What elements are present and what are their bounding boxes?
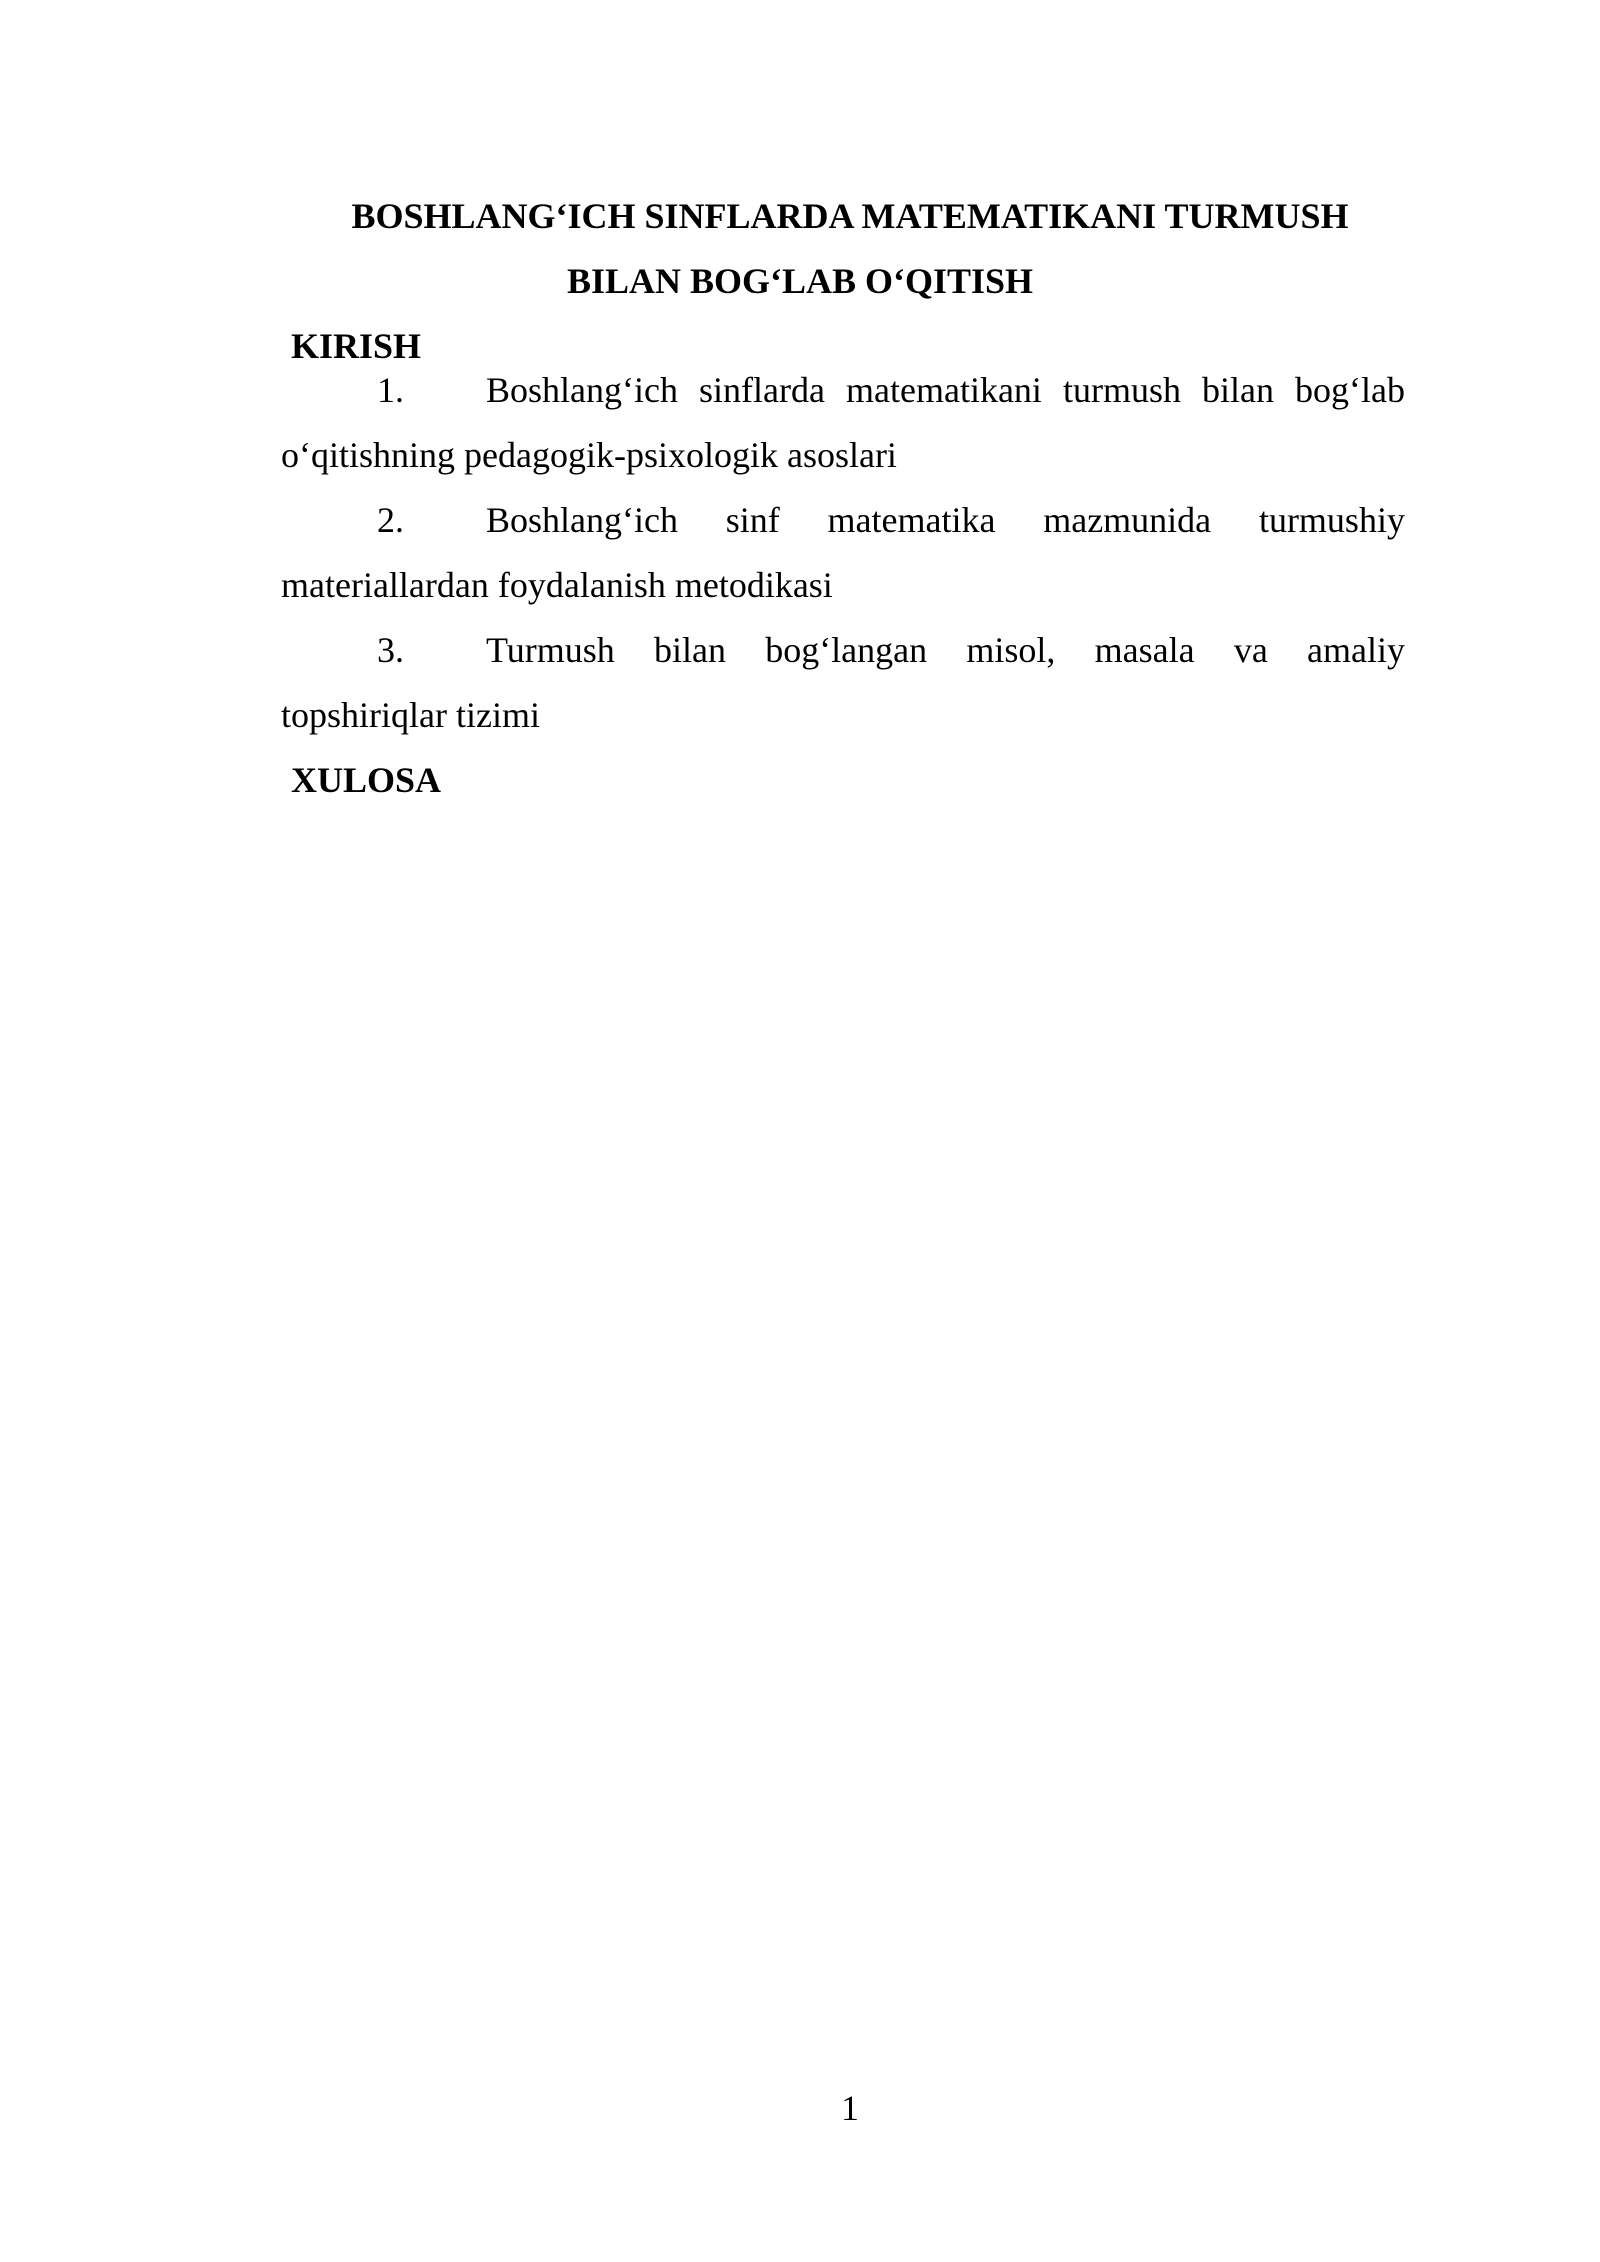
item-word: bog‘lab (1295, 370, 1405, 410)
item-first-line-words (486, 628, 1405, 672)
page-number: 1 (841, 2088, 859, 2128)
item-word: va (1233, 630, 1268, 670)
item-word: matematikani (846, 370, 1042, 410)
item-number: 3. (377, 630, 404, 670)
item-first-line-words (486, 368, 1405, 412)
item-word: sinf (725, 500, 780, 540)
item-word: Boshlang‘ich (486, 370, 678, 410)
item-number: 2. (377, 500, 404, 540)
conclusion-heading: XULOSA (291, 760, 442, 800)
item-first-line-words (486, 498, 1405, 542)
item-word: turmush (1062, 370, 1181, 410)
intro-heading: KIRISH (291, 326, 422, 366)
item-word: bog‘langan (765, 630, 928, 670)
item-word: masala (1094, 630, 1195, 670)
item-word: misol, (966, 630, 1056, 670)
item-word: matematika (827, 500, 996, 540)
title-line-1: BOSHLANG‘ICH SINFLARDA MATEMATIKANI TURMUSH (351, 196, 1349, 236)
title-line-2: BILAN BOG‘LAB O‘QITISH (566, 261, 1034, 301)
item-number: 1. (377, 370, 404, 410)
item-word: turmushiy (1258, 500, 1405, 540)
item-word: mazmunida (1043, 500, 1212, 540)
item-word: Boshlang‘ich (486, 500, 678, 540)
item-continuation: topshiriqlar tizimi (281, 695, 540, 735)
item-continuation: materiallardan foydalanish metodikasi (281, 565, 833, 605)
item-word: amaliy (1307, 630, 1405, 670)
item-word: Turmush (486, 630, 615, 670)
item-word: sinflarda (699, 370, 825, 410)
item-continuation: o‘qitishning pedagogik-psixologik asoslari (281, 435, 897, 475)
item-word: bilan (1202, 370, 1274, 410)
item-word: bilan (653, 630, 726, 670)
